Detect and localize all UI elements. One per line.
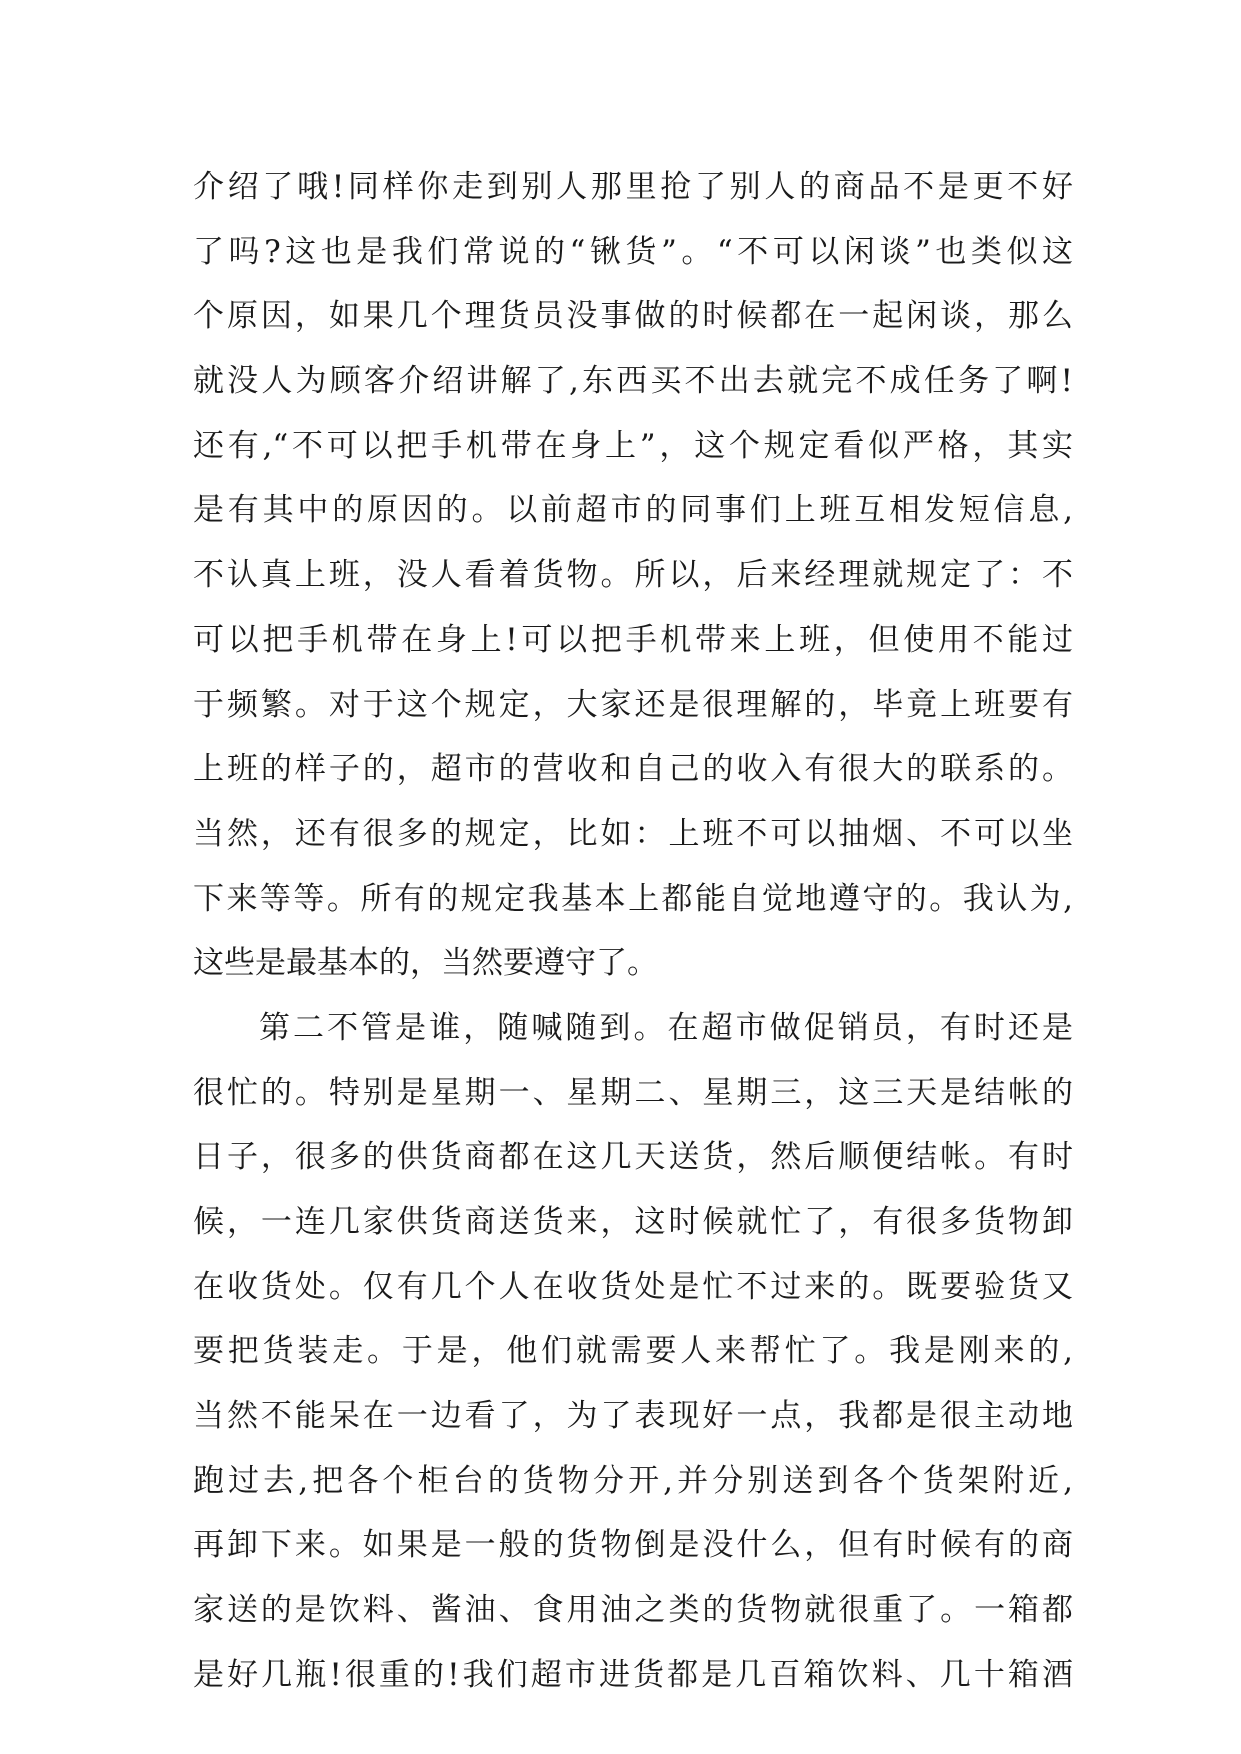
text-line: 再卸下来。如果是一般的货物倒是没什么，但有时候有的商 (193, 1527, 1073, 1564)
text-line: 个原因，如果几个理货员没事做的时候都在一起闲谈，那么 (193, 298, 1073, 335)
text-line: 上班的样子的，超市的营收和自己的收入有很大的联系的。 (193, 751, 1073, 788)
text-line: 是好几瓶!很重的!我们超市进货都是几百箱饮料、几十箱酒 (193, 1656, 1073, 1693)
text-line: 候，一连几家供货商送货来，这时候就忙了，有很多货物卸 (193, 1204, 1073, 1240)
text-line: 当然不能呆在一边看了，为了表现好一点，我都是很主动地 (193, 1398, 1073, 1435)
text-line: 是有其中的原因的。以前超市的同事们上班互相发短信息, (193, 492, 1073, 529)
text-line: 还有,“不可以把手机带在身上”，这个规定看似严格，其实 (193, 427, 1073, 464)
paragraph-start-line: 第二不管是谁，随喊随到。在超市做促销员，有时还是 (259, 1009, 1073, 1046)
text-line: 可以把手机带在身上!可以把手机带来上班，但使用不能过 (193, 621, 1073, 658)
text-line: 很忙的。特别是星期一、星期二、星期三，这三天是结帐的 (193, 1074, 1073, 1111)
text-line: 在收货处。仅有几个人在收货处是忙不过来的。既要验货又 (193, 1268, 1073, 1305)
text-line: 当然，还有很多的规定，比如：上班不可以抽烟、不可以坐 (193, 815, 1073, 852)
text-line: 就没人为顾客介绍讲解了,东西买不出去就完不成任务了啊! (193, 363, 1073, 400)
text-line: 介绍了哦!同样你走到别人那里抢了别人的商品不是更不好 (193, 169, 1073, 205)
text-line: 跑过去,把各个柜台的货物分开,并分别送到各个货架附近, (193, 1462, 1073, 1499)
text-line: 日子，很多的供货商都在这几天送货，然后顺便结帐。有时 (193, 1139, 1073, 1176)
body-text (193, 155, 1073, 1708)
paragraph-end-line: 这些是最基本的，当然要遵守了。 (193, 945, 658, 982)
text-line: 于频繁。对于这个规定，大家还是很理解的，毕竟上班要有 (193, 686, 1073, 723)
text-line: 家送的是饮料、酱油、食用油之类的货物就很重了。一箱都 (193, 1592, 1073, 1629)
text-line: 了吗?这也是我们常说的“锹货”。“不可以闲谈”也类似这 (193, 233, 1073, 270)
text-line: 下来等等。所有的规定我基本上都能自觉地遵守的。我认为, (193, 880, 1073, 917)
text-line: 不认真上班，没人看着货物。所以，后来经理就规定了：不 (193, 557, 1073, 594)
text-line: 要把货装走。于是，他们就需要人来帮忙了。我是刚来的, (193, 1333, 1073, 1370)
